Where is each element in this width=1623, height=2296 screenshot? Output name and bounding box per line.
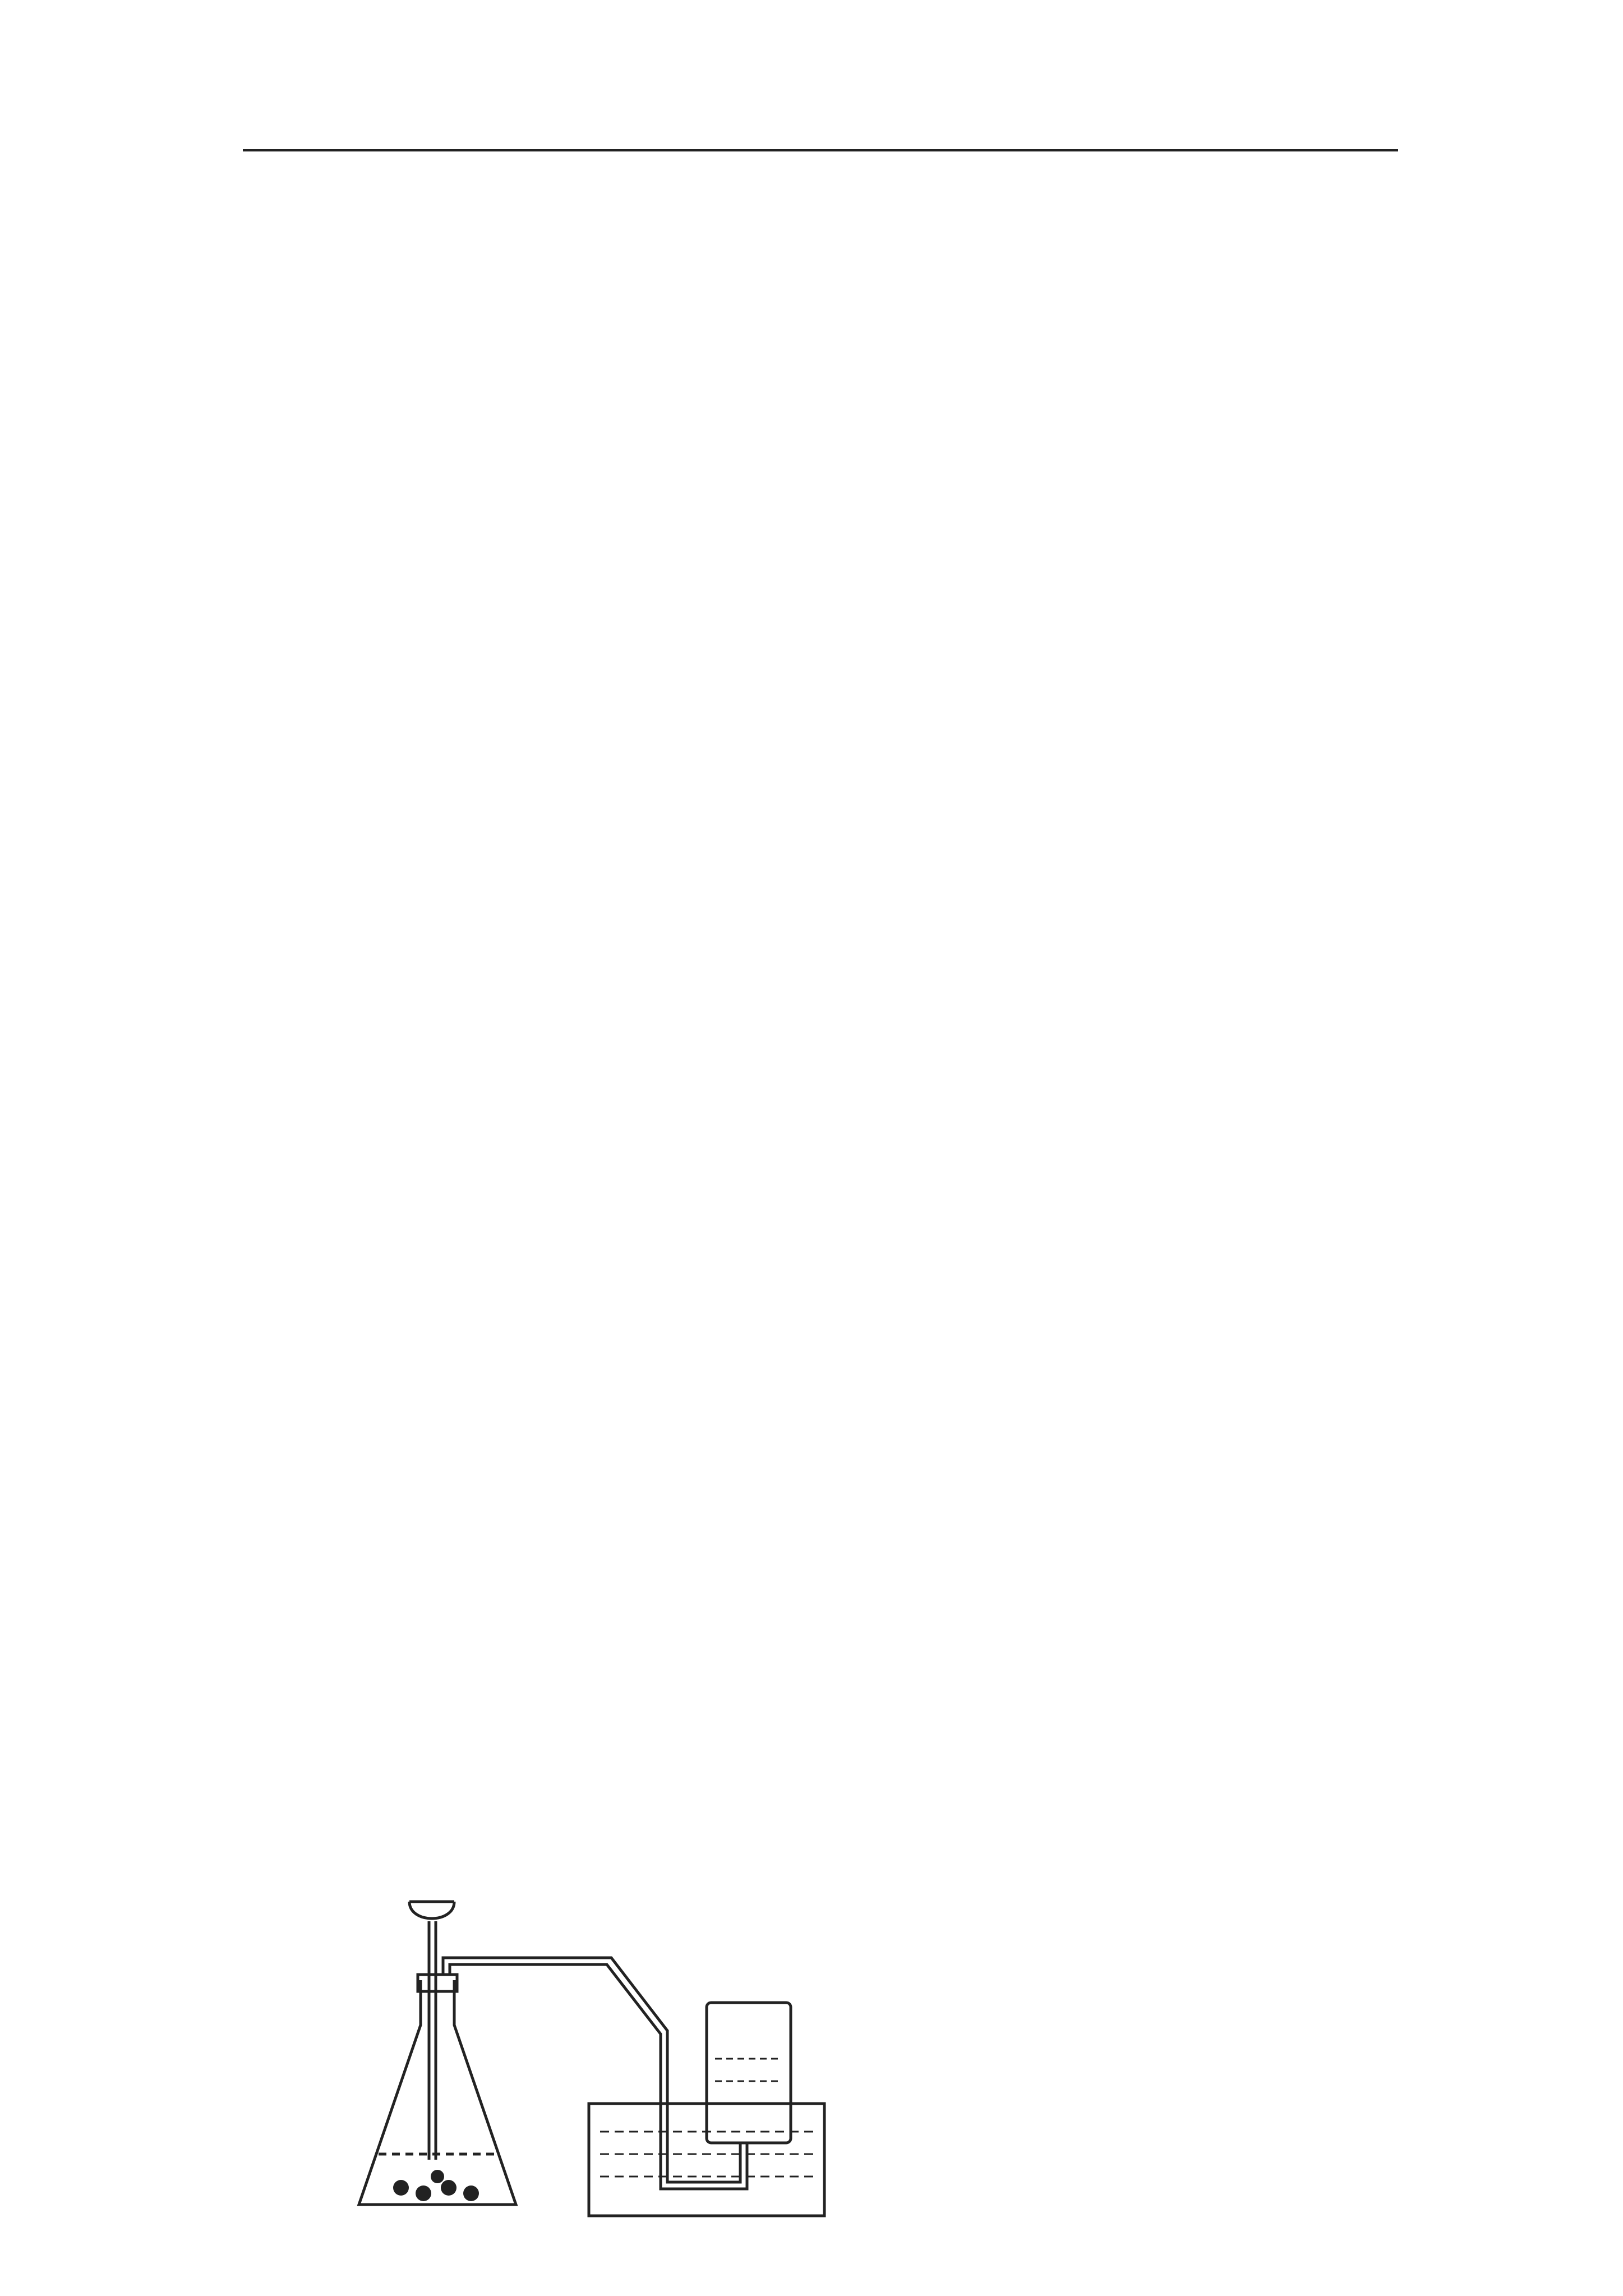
apparatus-diagram <box>348 1890 841 2238</box>
header-rule <box>243 149 1398 151</box>
co2-apparatus-illustration <box>348 1890 841 2238</box>
